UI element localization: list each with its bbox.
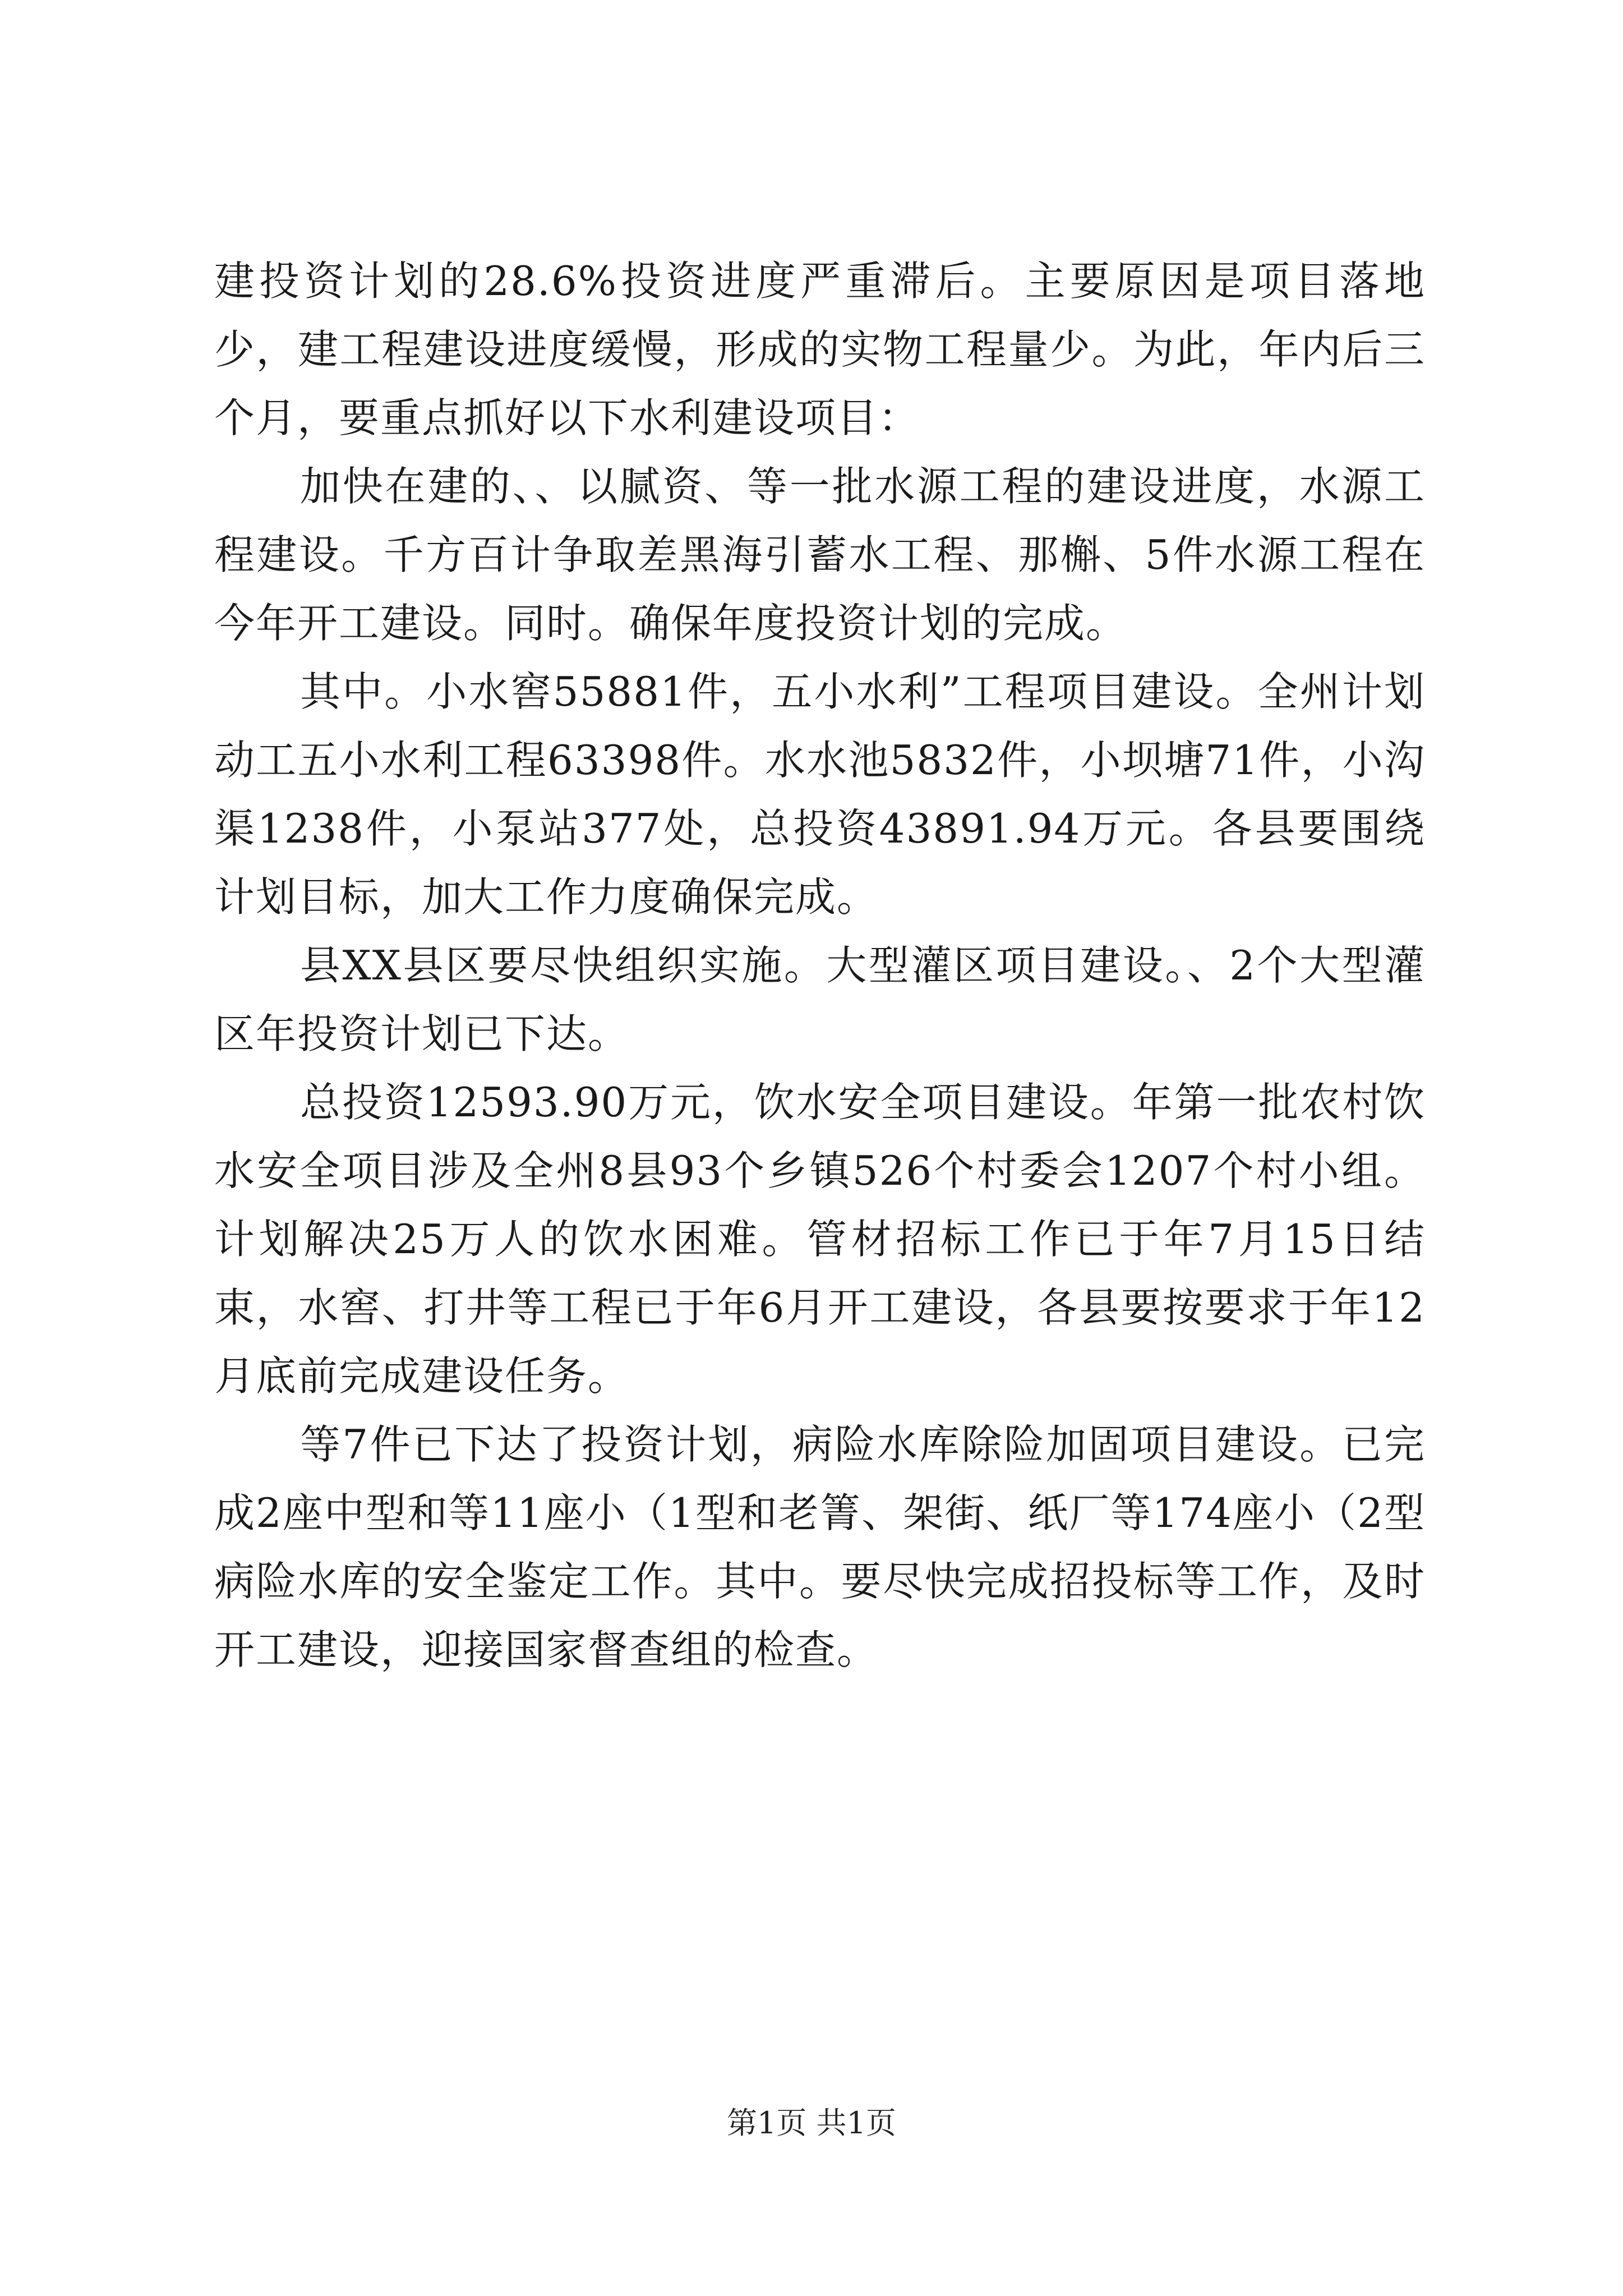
paragraph-water-source-projects: 加快在建的、、以腻资、等一批水源工程的建设进度，水源工程建设。千方百计争取差黑海引蓄水工程、那槲、5件水源工程在今年开工建设。同时。确保年度投资计划的完成。 xyxy=(214,463,1426,647)
document-body xyxy=(214,247,1426,1684)
paragraph-reservoir-reinforcement: 等7件已下达了投资计划，病险水库除险加固项目建设。已完成2座中型和等11座小（1型和老箐、架街、纸厂等174座小（2型病险水库的安全鉴定工作。其中。要尽快完成招投标等工作，及时开工建设，迎接国家督查组的检查。 xyxy=(214,1421,1426,1673)
paragraph-continuation: 建投资计划的28.6%投资进度严重滞后。主要原因是项目落地少，建工程建设进度缓慢，形成的实物工程量少。为此，年内后三个月，要重点抓好以下水利建设项目： xyxy=(214,257,1426,441)
page-footer: 第1页 共1页 xyxy=(727,2105,896,2141)
paragraph-small-water-projects: 其中。小水窖55881件，五小水利”工程项目建设。全州计划动工五小水利工程63398件。水水池5832件，小坝塘71件，小沟渠1238件，小泵站377处，总投资43891.94万元。各县要围绕计划目标，加大工作力度确保完成。 xyxy=(214,668,1426,921)
paragraph-drinking-water-safety: 总投资12593.90万元，饮水安全项目建设。年第一批农村饮水安全项目涉及全州8县93个乡镇526个村委会1207个村小组。计划解决25万人的饮水困难。管材招标工作已于年7月15日结束，水窖、打井等工程已于年6月开工建设，各县要按要求于年12月底前完成建设任务。 xyxy=(214,1079,1426,1400)
paragraph-irrigation-district: 县XX县区要尽快组织实施。大型灌区项目建设。、2个大型灌区年投资计划已下达。 xyxy=(214,942,1426,1057)
